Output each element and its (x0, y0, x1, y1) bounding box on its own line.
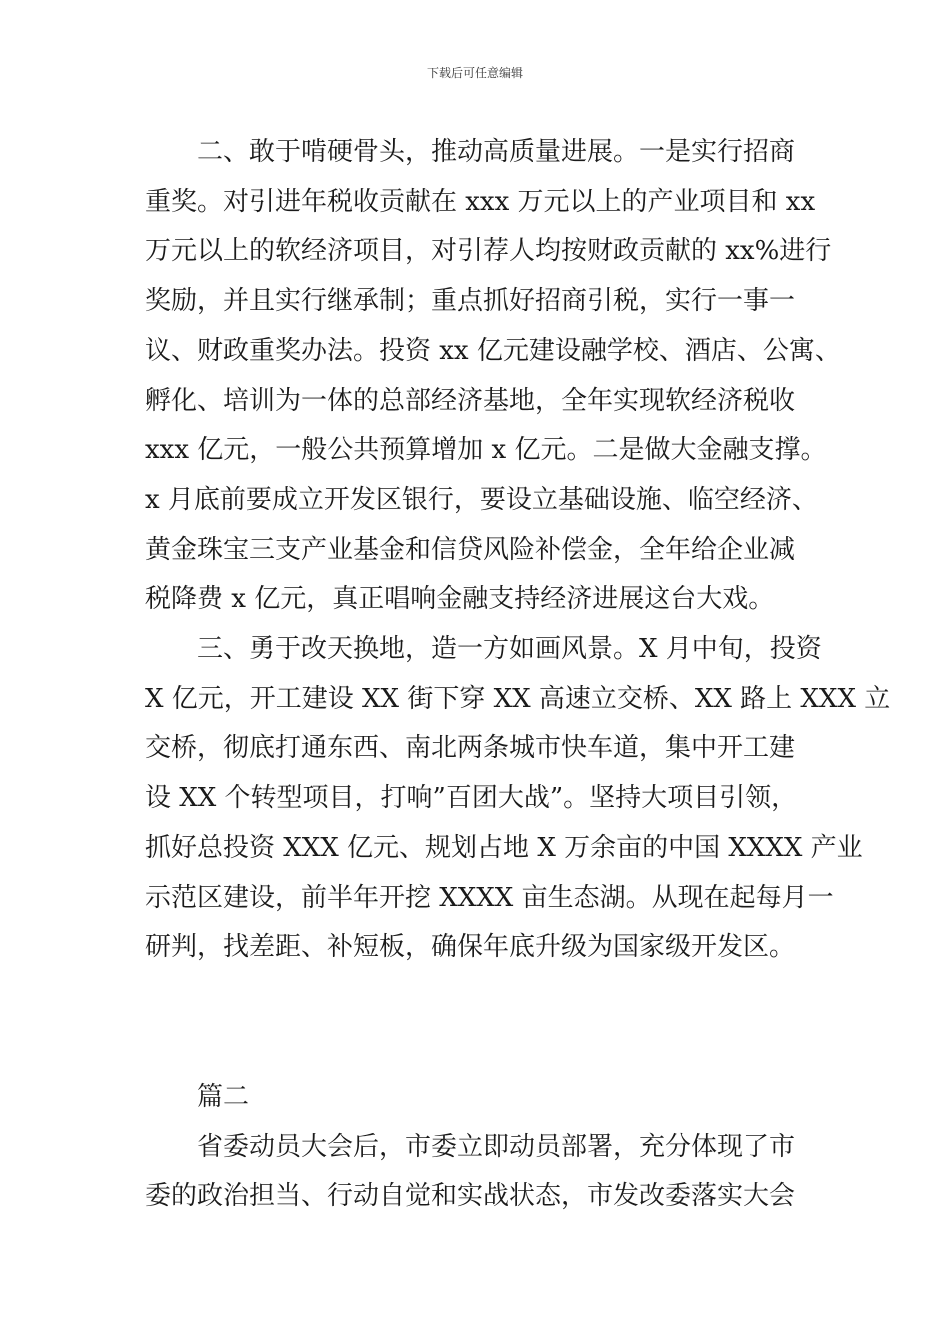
paragraph-section-three (145, 625, 891, 973)
text-line: 抓好总投资 XXX 亿元、规划占地 X 万余亩的中国 XXXX 产业 (145, 832, 863, 863)
text-line: X 亿元，开工建设 XX 街下穿 XX 高速立交桥、XX 路上 XXX 立 (145, 683, 891, 714)
text-line: 三、勇于改天换地，造一方如画风景。X 月中旬，投资 (197, 634, 822, 665)
text-line: 委的政治担当、行动自觉和实战状态，市发改委落实大会 (145, 1181, 796, 1212)
text-line: xxx 亿元，一般公共预算增加 x 亿元。二是做大金融支撑。 (145, 435, 827, 466)
text-line: 二、敢于啃硬骨头，推动高质量进展。一是实行招商 (197, 137, 796, 167)
text-line: 孵化、培训为一体的总部经济基地，全年实现软经济税收 (145, 385, 796, 416)
text-line: 设 XX 个转型项目，打响”百团大战”。坚持大项目引领， (145, 783, 798, 814)
text-line: 省委动员大会后，市委立即动员部署，充分体现了市 (197, 1131, 796, 1162)
text-line: 万元以上的软经济项目，对引荐人均按财政贡献的 xx%进行 (145, 236, 832, 267)
page-header: 下载后可任意编辑 (426, 66, 523, 80)
text-line: 交桥，彻底打通东西、南北两条城市快车道，集中开工建 (145, 733, 796, 764)
document-body (145, 128, 891, 1222)
text-line: 税降费 x 亿元，真正唱响金融支持经济进展这台大戏。 (145, 584, 775, 615)
text-line: 研判，找差距、补短板，确保年底升级为国家级开发区。 (145, 932, 796, 963)
text-line: 黄金珠宝三支产业基金和信贷风险补偿金，全年给企业减 (145, 534, 796, 565)
blank-gap (145, 973, 810, 1073)
text-line: 示范区建设，前半年开挖 XXXX 亩生态湖。从现在起每月一 (145, 882, 834, 913)
paragraph-section-two-intro (145, 1123, 810, 1222)
paragraph-section-two (145, 128, 841, 625)
text-line: 重奖。对引进年税收贡献在 xxx 万元以上的产业项目和 xx (145, 186, 816, 217)
text-line: 奖励，并且实行继承制；重点抓好招商引税，实行一事一 (145, 286, 796, 317)
section-title: 篇二 (197, 1081, 250, 1112)
text-line: x 月底前要成立开发区银行，要设立基础设施、临空经济、 (145, 484, 818, 515)
text-line: 议、财政重奖办法。投资 xx 亿元建设融学校、酒店、公寓、 (145, 335, 841, 366)
